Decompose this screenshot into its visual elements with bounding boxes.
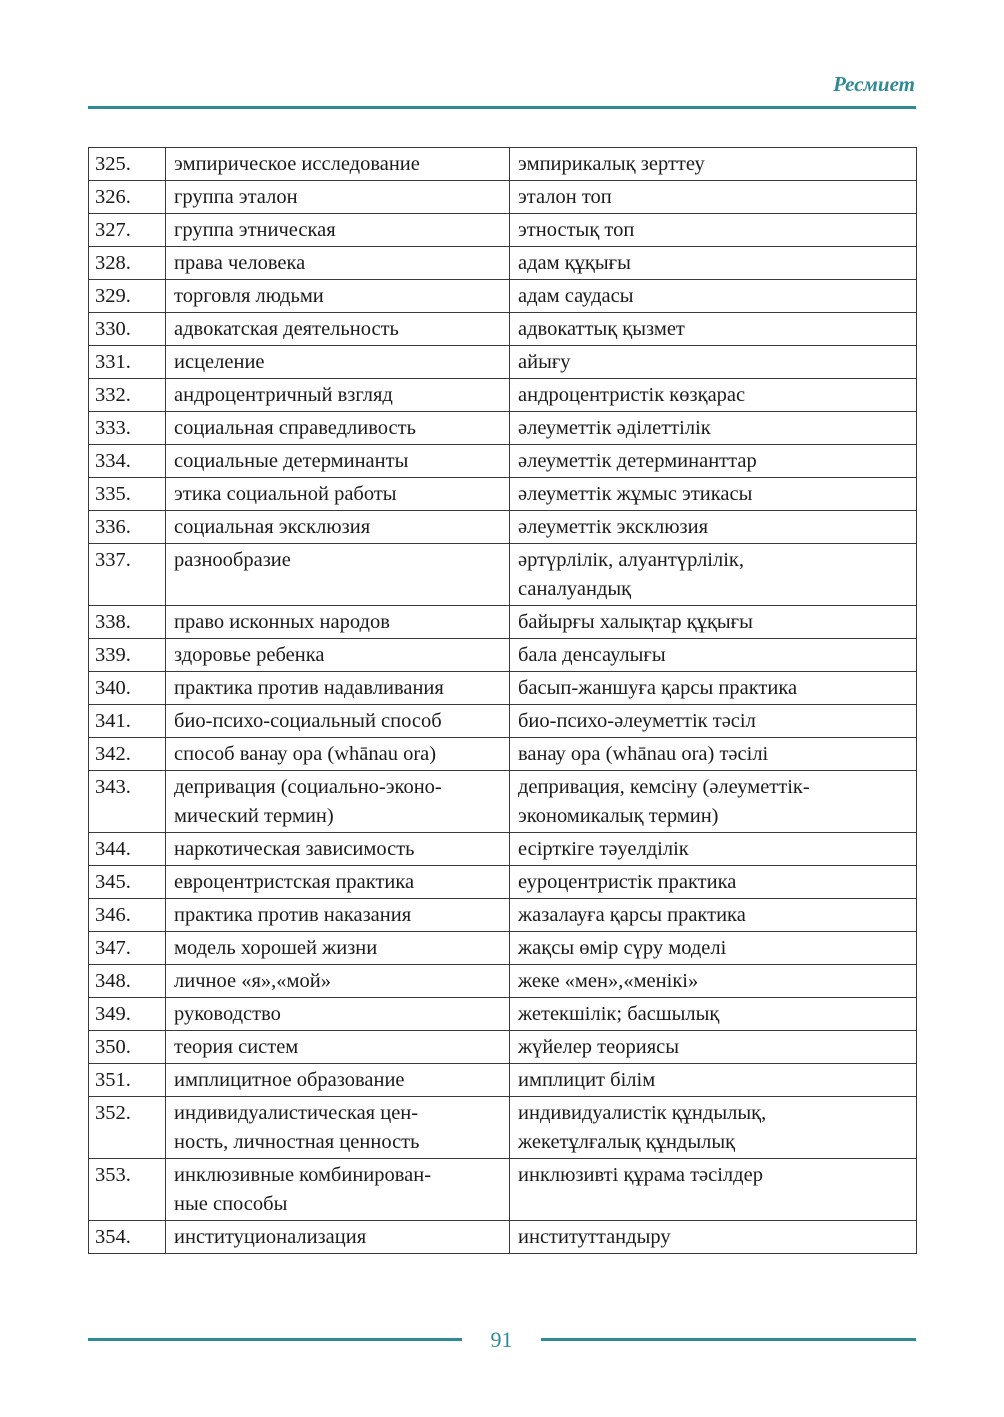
term-russian: индивидуалистическая цен- ность, личностная ценность <box>166 1097 510 1159</box>
term-number: 328. <box>89 247 166 280</box>
term-russian: социальная эксклюзия <box>166 511 510 544</box>
term-kazakh: ванау ора (whānau ora) тәсілі <box>510 738 917 771</box>
table-row <box>89 445 917 478</box>
term-kazakh: эталон топ <box>510 181 917 214</box>
term-number: 329. <box>89 280 166 313</box>
term-kazakh: басып-жаншуға қарсы практика <box>510 672 917 705</box>
term-kazakh: жетекшілік; басшылық <box>510 998 917 1031</box>
glossary-table <box>88 147 917 1254</box>
term-russian: имплицитное образование <box>166 1064 510 1097</box>
table-row <box>89 346 917 379</box>
term-number: 352. <box>89 1097 166 1159</box>
table-row <box>89 899 917 932</box>
term-russian: инклюзивные комбинирован- ные способы <box>166 1159 510 1221</box>
term-kazakh: жүйелер теориясы <box>510 1031 917 1064</box>
term-russian: разнообразие <box>166 544 510 606</box>
table-row <box>89 1031 917 1064</box>
term-number: 348. <box>89 965 166 998</box>
term-number: 339. <box>89 639 166 672</box>
term-russian: практика против наказания <box>166 899 510 932</box>
term-number: 336. <box>89 511 166 544</box>
term-number: 335. <box>89 478 166 511</box>
running-header: Ресмиет <box>833 72 915 96</box>
term-kazakh: айығу <box>510 346 917 379</box>
table-row <box>89 866 917 899</box>
table-row <box>89 672 917 705</box>
term-number: 342. <box>89 738 166 771</box>
term-kazakh: байырғы халықтар құқығы <box>510 606 917 639</box>
table-row <box>89 412 917 445</box>
table-row <box>89 1064 917 1097</box>
term-russian: био-психо-социальный способ <box>166 705 510 738</box>
term-kazakh: имплицит білім <box>510 1064 917 1097</box>
term-number: 330. <box>89 313 166 346</box>
term-russian: этика социальной работы <box>166 478 510 511</box>
term-kazakh: әлеуметтік жұмыс этикасы <box>510 478 917 511</box>
term-russian: депривация (социально-эконо- мический термин) <box>166 771 510 833</box>
term-kazakh: этностық топ <box>510 214 917 247</box>
footer-rule-left <box>88 1338 462 1341</box>
term-russian: право исконных народов <box>166 606 510 639</box>
term-russian: руководство <box>166 998 510 1031</box>
term-number: 325. <box>89 148 166 181</box>
table-row <box>89 544 917 606</box>
term-number: 327. <box>89 214 166 247</box>
term-kazakh: институттандыру <box>510 1221 917 1254</box>
term-number: 331. <box>89 346 166 379</box>
term-russian: наркотическая зависимость <box>166 833 510 866</box>
term-kazakh: адам құқығы <box>510 247 917 280</box>
table-row <box>89 606 917 639</box>
term-russian: группа эталон <box>166 181 510 214</box>
term-kazakh: андроцентристік көзқарас <box>510 379 917 412</box>
term-kazakh: эмпирикалық зерттеу <box>510 148 917 181</box>
term-russian: здоровье ребенка <box>166 639 510 672</box>
term-russian: модель хорошей жизни <box>166 932 510 965</box>
term-number: 354. <box>89 1221 166 1254</box>
header-rule <box>88 106 916 109</box>
term-russian: эмпирическое исследование <box>166 148 510 181</box>
term-number: 341. <box>89 705 166 738</box>
term-kazakh: адвокаттық қызмет <box>510 313 917 346</box>
table-row <box>89 965 917 998</box>
table-row <box>89 148 917 181</box>
table-row <box>89 932 917 965</box>
table-row <box>89 511 917 544</box>
term-russian: адвокатская деятельность <box>166 313 510 346</box>
term-number: 345. <box>89 866 166 899</box>
table-row <box>89 313 917 346</box>
term-russian: институционализация <box>166 1221 510 1254</box>
term-kazakh: бала денсаулығы <box>510 639 917 672</box>
term-kazakh: әлеуметтік эксклюзия <box>510 511 917 544</box>
term-kazakh: әлеуметтік детерминанттар <box>510 445 917 478</box>
term-russian: теория систем <box>166 1031 510 1064</box>
term-russian: исцеление <box>166 346 510 379</box>
term-russian: способ ванау ора (whānau ora) <box>166 738 510 771</box>
term-number: 347. <box>89 932 166 965</box>
table-row <box>89 1159 917 1221</box>
term-number: 349. <box>89 998 166 1031</box>
term-russian: права человека <box>166 247 510 280</box>
term-kazakh: әртүрлілік, алуантүрлілік, саналуандық <box>510 544 917 606</box>
term-kazakh: әлеуметтік әділеттілік <box>510 412 917 445</box>
term-number: 340. <box>89 672 166 705</box>
glossary-body <box>89 148 917 1254</box>
term-number: 353. <box>89 1159 166 1221</box>
table-row <box>89 214 917 247</box>
term-number: 326. <box>89 181 166 214</box>
table-row <box>89 833 917 866</box>
term-number: 344. <box>89 833 166 866</box>
term-russian: социальные детерминанты <box>166 445 510 478</box>
table-row <box>89 478 917 511</box>
term-number: 346. <box>89 899 166 932</box>
term-number: 334. <box>89 445 166 478</box>
term-kazakh: жазалауға қарсы практика <box>510 899 917 932</box>
term-number: 333. <box>89 412 166 445</box>
term-kazakh: еуроцентристік практика <box>510 866 917 899</box>
term-number: 332. <box>89 379 166 412</box>
table-row <box>89 280 917 313</box>
table-row <box>89 1221 917 1254</box>
table-row <box>89 247 917 280</box>
term-kazakh: био-психо-әлеуметтік тәсіл <box>510 705 917 738</box>
table-row <box>89 181 917 214</box>
page-number: 91 <box>490 1327 513 1352</box>
term-number: 338. <box>89 606 166 639</box>
term-kazakh: адам саудасы <box>510 280 917 313</box>
term-russian: евроцентристская практика <box>166 866 510 899</box>
term-russian: группа этническая <box>166 214 510 247</box>
table-row <box>89 771 917 833</box>
footer-rule-right <box>541 1338 916 1341</box>
term-russian: личное «я»,«мой» <box>166 965 510 998</box>
term-kazakh: депривация, кемсіну (әлеуметтік- экономикалық термин) <box>510 771 917 833</box>
term-kazakh: жақсы өмір сүру моделі <box>510 932 917 965</box>
term-number: 337. <box>89 544 166 606</box>
term-russian: социальная справедливость <box>166 412 510 445</box>
table-row <box>89 639 917 672</box>
term-number: 343. <box>89 771 166 833</box>
table-row <box>89 738 917 771</box>
term-kazakh: инклюзивті құрама тәсілдер <box>510 1159 917 1221</box>
table-row <box>89 705 917 738</box>
table-row <box>89 379 917 412</box>
term-russian: андроцентричный взгляд <box>166 379 510 412</box>
term-number: 350. <box>89 1031 166 1064</box>
term-russian: практика против надавливания <box>166 672 510 705</box>
term-kazakh: индивидуалистік құндылық, жекетұлғалық құндылық <box>510 1097 917 1159</box>
term-russian: торговля людьми <box>166 280 510 313</box>
term-kazakh: есірткіге тәуелділік <box>510 833 917 866</box>
term-kazakh: жеке «мен»,«менікі» <box>510 965 917 998</box>
table-row <box>89 998 917 1031</box>
term-number: 351. <box>89 1064 166 1097</box>
table-row <box>89 1097 917 1159</box>
